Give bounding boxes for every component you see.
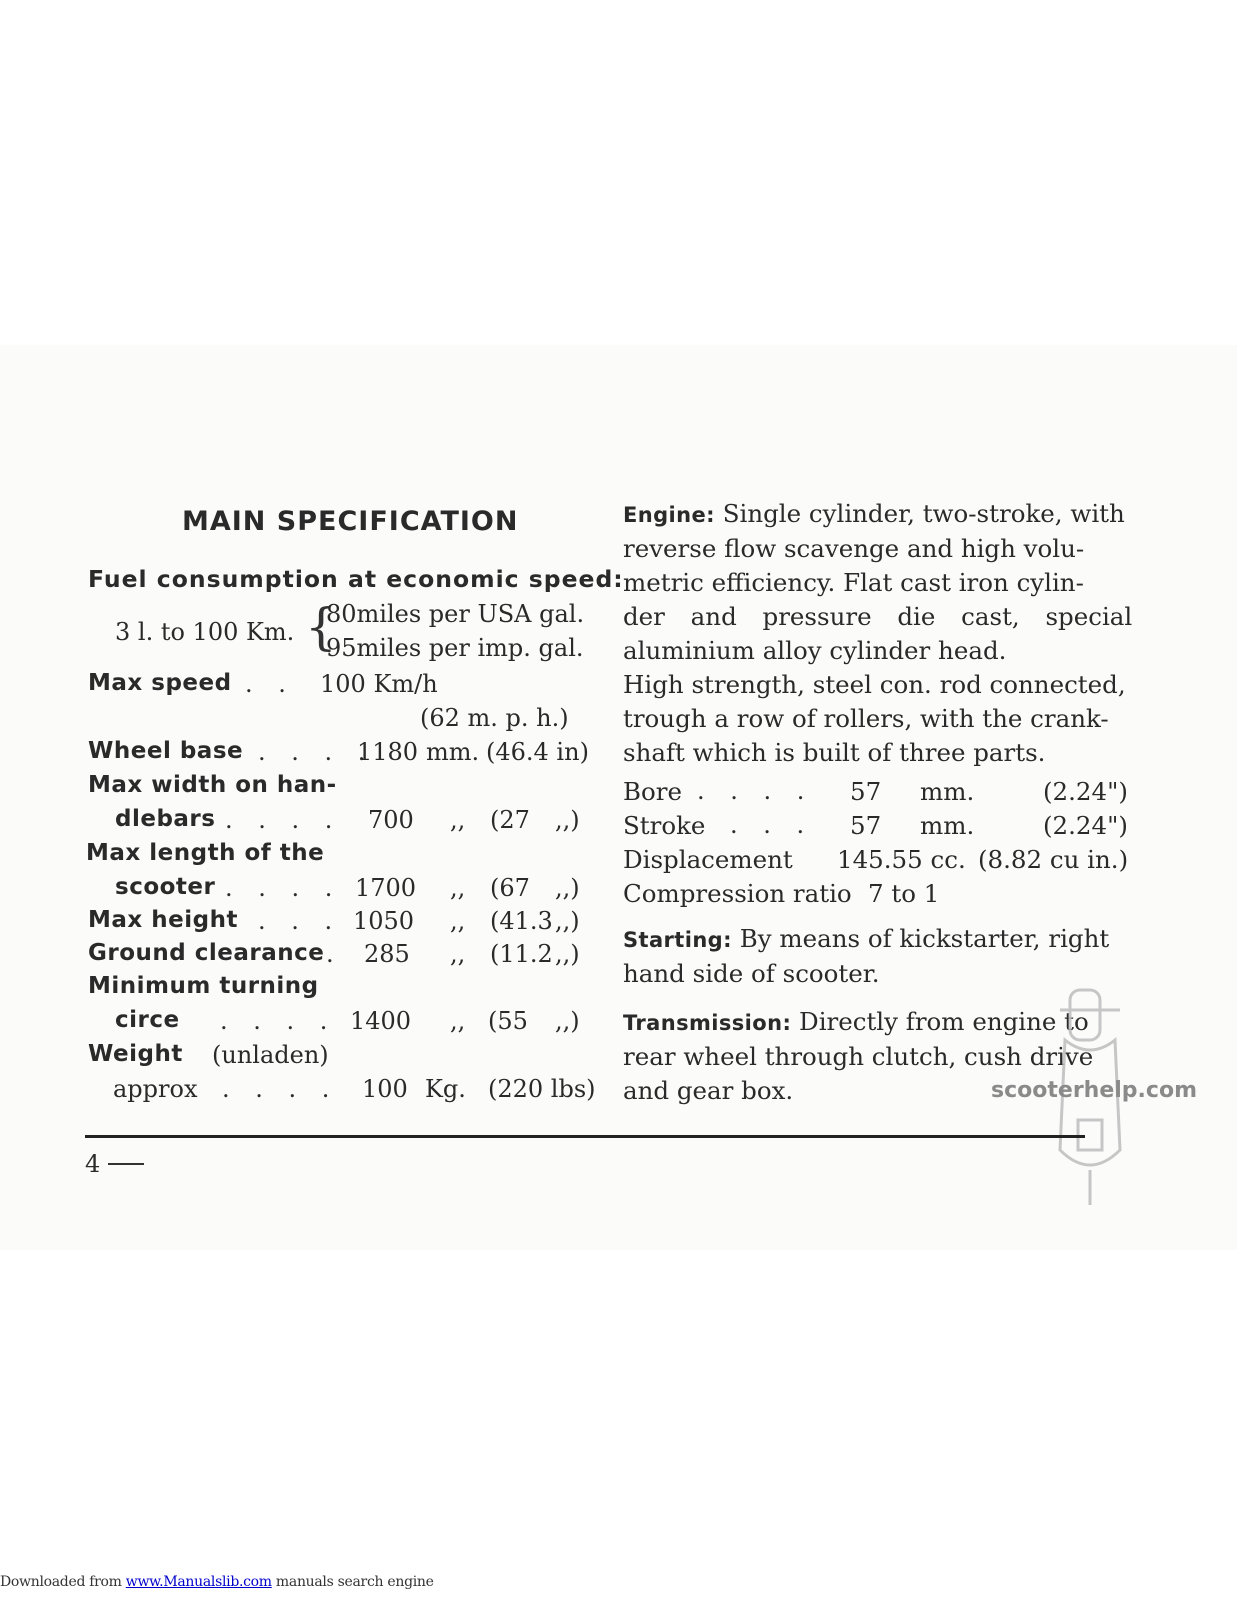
max-width-value: 700 <box>368 806 414 834</box>
engine-line: trough a row of rollers, with the crank- <box>623 704 1109 733</box>
wheel-base-label: Wheel base <box>88 738 244 764</box>
ditto-mark: ,, <box>450 874 466 902</box>
turning-circle-alt: (55 <box>488 1007 528 1035</box>
transmission-line: Directly from engine to <box>799 1007 1089 1036</box>
ditto-mark: ,, <box>450 1007 466 1035</box>
leader-dots: . <box>326 940 343 968</box>
max-height-value: 1050 <box>353 907 415 935</box>
leader-dots: . . . . <box>225 806 342 834</box>
displacement-value: 145.55 cc. <box>837 845 966 874</box>
engine-line: shaft which is built of three parts. <box>623 738 1046 767</box>
ditto-mark: ,,) <box>555 806 580 834</box>
fuel-rate: 3 l. to 100 Km. <box>115 618 295 646</box>
compression-label: Compression ratio <box>623 879 852 908</box>
starting-lead: Starting: <box>623 928 732 952</box>
page-title: MAIN SPECIFICATION <box>182 506 519 537</box>
transmission-line: and gear box. <box>623 1076 794 1105</box>
wheel-base-value: 1180 <box>357 738 419 766</box>
engine-line: aluminium alloy cylinder head. <box>623 636 1007 665</box>
ditto-mark: ,, <box>450 940 466 968</box>
stroke-unit: mm. <box>920 811 975 840</box>
stroke-value: 57 <box>850 811 882 840</box>
turning-circle-label-cont: circe <box>115 1007 180 1033</box>
leader-dots: . . . . <box>258 738 375 766</box>
transmission-lead: Transmission: <box>623 1011 792 1035</box>
engine-line: Single cylinder, two-stroke, with <box>722 499 1125 528</box>
max-length-value: 1700 <box>355 874 417 902</box>
manualslib-link[interactable]: www.Manualslib.com <box>125 1574 272 1590</box>
ditto-mark: ,, <box>450 907 466 935</box>
bore-unit: mm. <box>920 777 975 806</box>
leader-dots: . . . <box>258 907 342 935</box>
footer-suffix: manuals search engine <box>271 1574 434 1590</box>
fuel-usa: 80miles per USA gal. <box>326 600 585 628</box>
stroke-label: Stroke <box>623 811 706 840</box>
fuel-imp: 95miles per imp. gal. <box>326 634 584 662</box>
wheel-base-alt: (46.4 in) <box>486 738 589 766</box>
leader-dots: . . . <box>730 811 814 839</box>
divider <box>85 1135 1085 1138</box>
page-number: 4 <box>85 1150 101 1178</box>
download-footer <box>0 1574 434 1590</box>
max-width-label: Max width on han- <box>88 772 337 798</box>
displacement-alt: (8.82 cu in.) <box>978 845 1129 874</box>
leader-dots: . . . . <box>220 1007 337 1035</box>
page-number-dash <box>108 1163 144 1165</box>
weight-unit: Kg. <box>425 1075 466 1103</box>
starting-line: hand side of scooter. <box>623 959 880 988</box>
stroke-alt: (2.24") <box>1043 811 1128 840</box>
transmission-line: rear wheel through clutch, cush drive <box>623 1042 1094 1071</box>
max-length-label: Max length of the <box>86 840 325 866</box>
ground-clearance-label: Ground clearance <box>88 940 325 966</box>
ground-clearance-alt: (11.2 <box>490 940 553 968</box>
leader-dots: . . . . <box>225 874 342 902</box>
watermark-text: scooterhelp.com <box>991 1078 1197 1103</box>
weight-label-cont: approx <box>113 1075 198 1103</box>
starting-line: By means of kickstarter, right <box>739 924 1110 953</box>
brace-icon: { <box>305 598 337 656</box>
ditto-mark: ,,) <box>555 907 580 935</box>
weight-alt: (220 lbs) <box>488 1075 596 1103</box>
footer-prefix: Downloaded from <box>0 1574 126 1590</box>
max-width-label-cont: dlebars <box>115 806 216 832</box>
engine-line: der and pressure die cast, special <box>623 602 1133 631</box>
max-length-alt: (67 <box>490 874 530 902</box>
engine-line: reverse flow scavenge and high volu- <box>623 534 1085 563</box>
leader-dots: . . . . <box>697 777 814 805</box>
bore-value: 57 <box>850 777 882 806</box>
weight-label: Weight <box>88 1041 183 1067</box>
engine-paragraph <box>623 497 1133 770</box>
compression-value: 7 to 1 <box>868 879 940 908</box>
turning-circle-label: Minimum turning <box>88 973 319 999</box>
ditto-mark: ,,) <box>555 940 580 968</box>
turning-circle-value: 1400 <box>350 1007 412 1035</box>
leader-dots: . . <box>245 670 295 698</box>
bore-alt: (2.24") <box>1043 777 1128 806</box>
max-width-alt: (27 <box>490 806 530 834</box>
max-height-alt: (41.3 <box>490 907 553 935</box>
engine-line: metric efficiency. Flat cast iron cylin- <box>623 568 1084 597</box>
engine-line: High strength, steel con. rod connected, <box>623 670 1126 699</box>
ditto-mark: ,, <box>450 806 466 834</box>
max-speed-label: Max speed <box>88 670 232 696</box>
ground-clearance-value: 285 <box>364 940 410 968</box>
ditto-mark: ,,) <box>555 874 580 902</box>
max-speed-value: 100 Km/h <box>320 670 438 698</box>
max-length-label-cont: scooter <box>115 874 216 900</box>
bore-label: Bore <box>623 777 682 806</box>
ditto-mark: ,,) <box>555 1007 580 1035</box>
fuel-consumption-label: Fuel consumption at economic speed: <box>88 565 624 593</box>
displacement-label: Displacement <box>623 845 793 874</box>
max-speed-alt: (62 m. p. h.) <box>420 704 569 732</box>
leader-dots: . . . . <box>222 1075 339 1103</box>
engine-lead: Engine: <box>623 503 715 527</box>
wheel-base-unit: mm. <box>426 738 480 766</box>
weight-value: 100 <box>362 1075 408 1103</box>
max-height-label: Max height <box>88 907 238 933</box>
weight-sub: (unladen) <box>212 1041 329 1069</box>
